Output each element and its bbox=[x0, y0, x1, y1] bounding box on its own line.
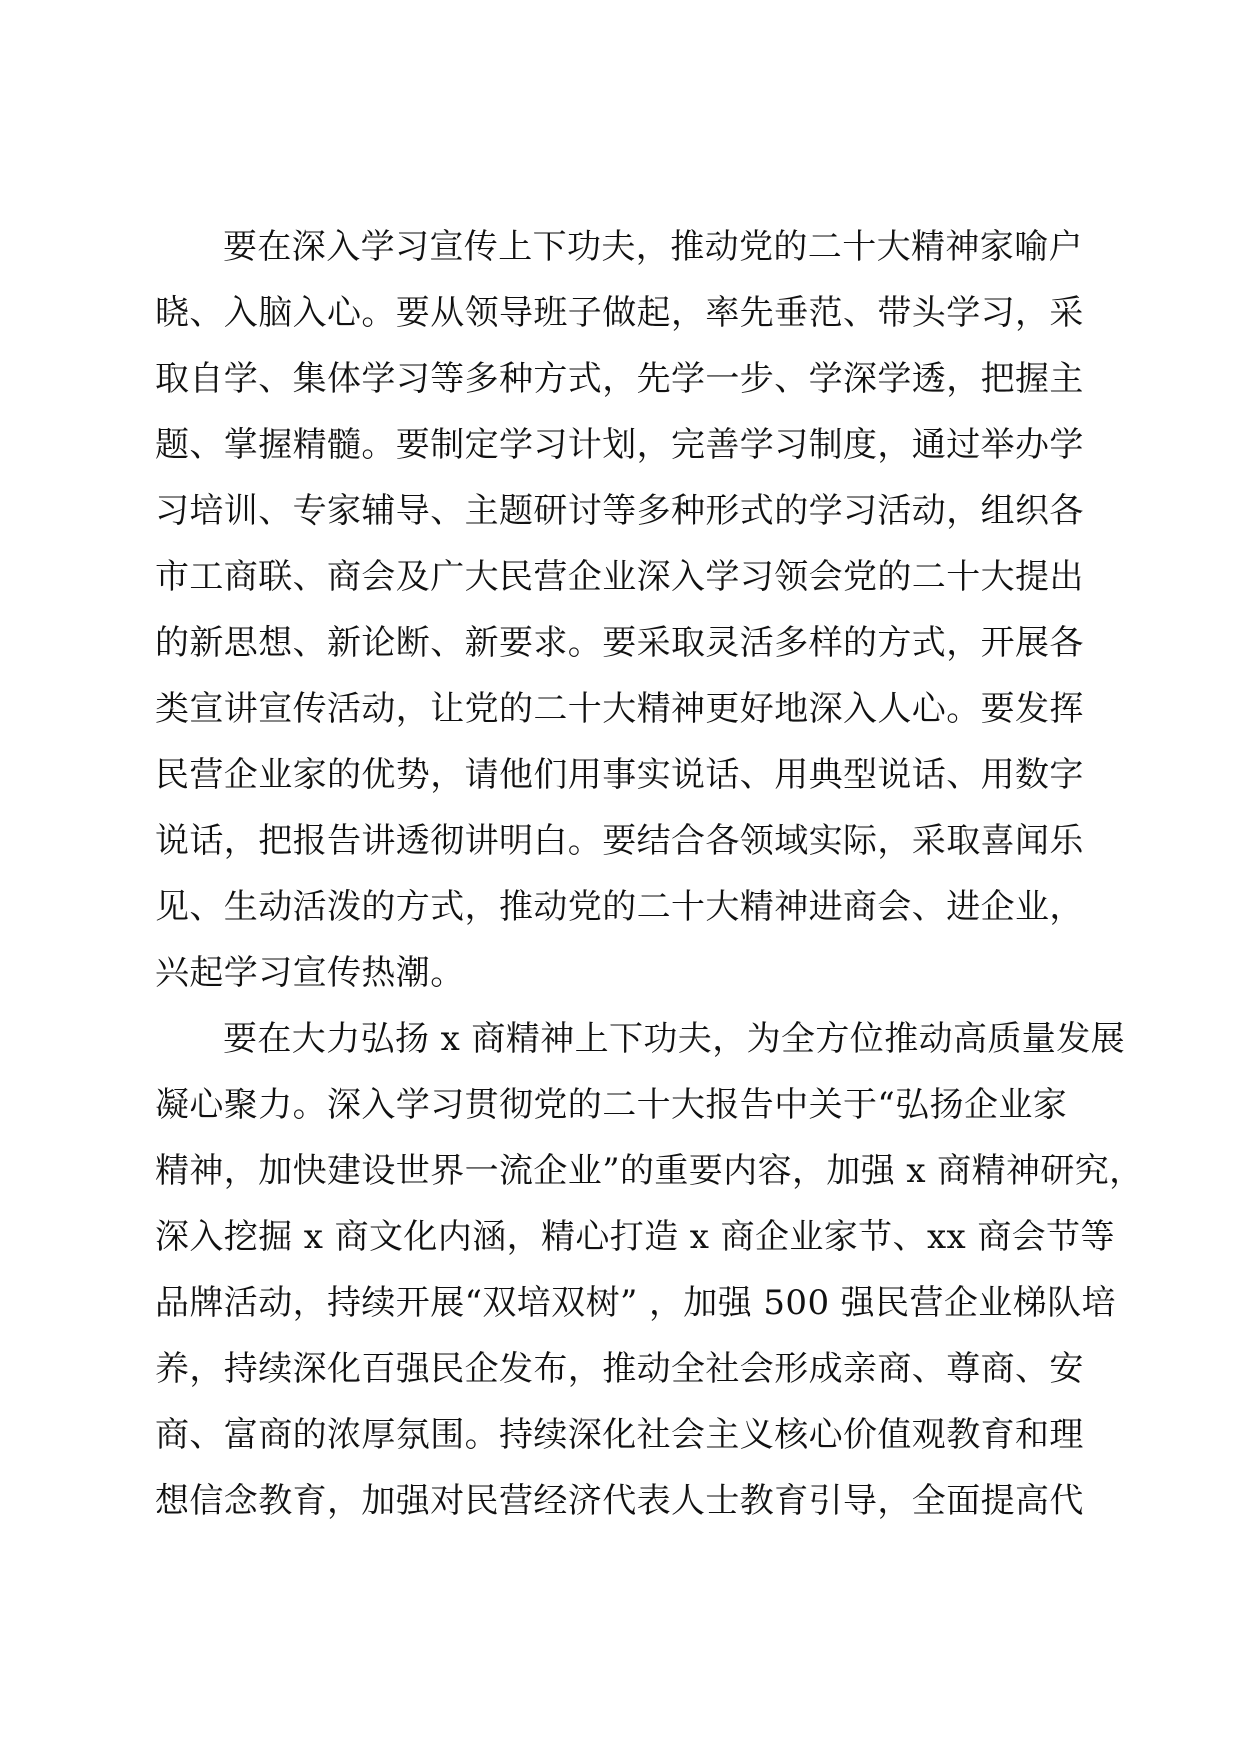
text-line: 习培训、专家辅导、主题研讨等多种形式的学习活动，组织各 bbox=[155, 491, 1084, 531]
text-line: 养，持续深化百强民企发布，推动全社会形成亲商、尊商、安 bbox=[155, 1349, 1084, 1389]
text-line: 深入挖掘 x 商文化内涵，精心打造 x 商企业家节、xx 商会节等 bbox=[155, 1217, 1115, 1257]
text-line: 的新思想、新论断、新要求。要采取灵活多样的方式，开展各 bbox=[155, 623, 1084, 663]
text-line: 类宣讲宣传活动，让党的二十大精神更好地深入人心。要发挥 bbox=[155, 689, 1084, 729]
paragraph-study-promotion bbox=[155, 214, 1100, 1006]
text-line: 品牌活动，持续开展“双培双树” ，加强 500 强民营企业梯队培 bbox=[155, 1283, 1116, 1323]
text-line: 见、生动活泼的方式，推动党的二十大精神进商会、进企业， bbox=[155, 887, 1084, 927]
text-line: 取自学、集体学习等多种方式，先学一步、学深学透，把握主 bbox=[155, 359, 1084, 399]
paragraph-merchant-spirit bbox=[155, 1006, 1144, 1534]
text-line: 民营企业家的优势，请他们用事实说话、用典型说话、用数字 bbox=[155, 755, 1084, 795]
text-line: 要在大力弘扬 x 商精神上下功夫，为全方位推动高质量发展 bbox=[223, 1019, 1125, 1059]
text-line: 商、富商的浓厚氛围。持续深化社会主义核心价值观教育和理 bbox=[155, 1415, 1084, 1455]
text-line: 精神，加快建设世界一流企业”的重要内容，加强 x 商精神研究， bbox=[155, 1151, 1144, 1191]
text-line: 说话，把报告讲透彻讲明白。要结合各领域实际，采取喜闻乐 bbox=[155, 821, 1084, 861]
text-line: 凝心聚力。深入学习贯彻党的二十大报告中关于“弘扬企业家 bbox=[155, 1085, 1068, 1125]
text-line: 市工商联、商会及广大民营企业深入学习领会党的二十大提出 bbox=[155, 557, 1084, 597]
text-line: 题、掌握精髓。要制定学习计划，完善学习制度，通过举办学 bbox=[155, 425, 1084, 465]
text-line: 兴起学习宣传热潮。 bbox=[155, 953, 465, 993]
text-line: 晓、入脑入心。要从领导班子做起，率先垂范、带头学习，采 bbox=[155, 293, 1084, 333]
text-line: 想信念教育，加强对民营经济代表人士教育引导，全面提高代 bbox=[155, 1481, 1084, 1521]
text-line: 要在深入学习宣传上下功夫，推动党的二十大精神家喻户 bbox=[223, 227, 1083, 267]
document-body bbox=[155, 214, 1144, 1534]
